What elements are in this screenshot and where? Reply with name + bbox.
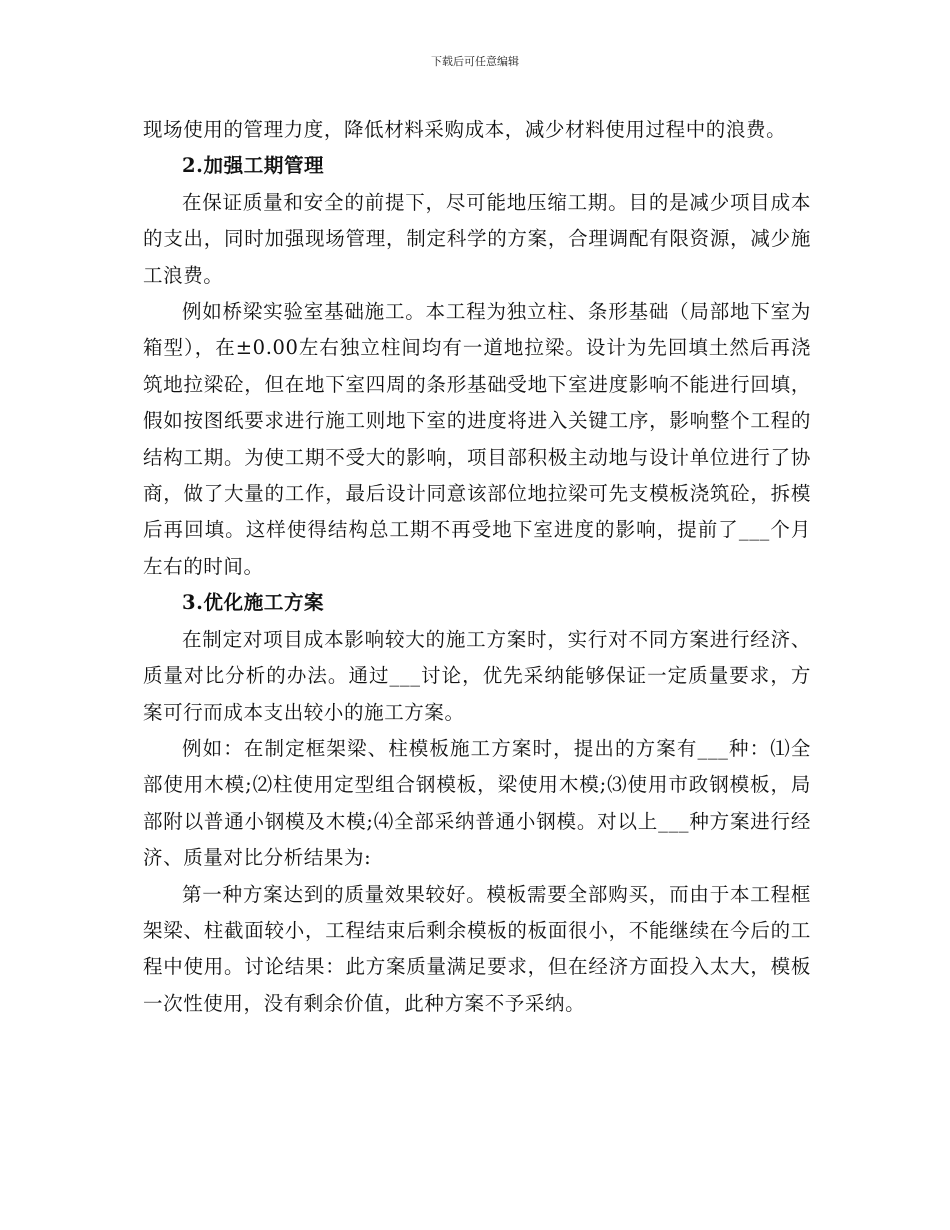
paragraph-schedule-intro: 在保证质量和安全的前提下，尽可能地压缩工期。目的是减少项目成本的支出，同时加强现场管理，制定科学的方案，合理调配有限资源，减少施工浪费。 [143,190,811,287]
section-heading-plan: 3.优化施工方案 [182,591,325,615]
section-heading-schedule: 2.加强工期管理 [182,154,325,178]
document-body [143,112,811,1022]
paragraph-continuation: 现场使用的管理力度，降低材料采购成本，减少材料使用过程中的浪费。 [143,118,787,141]
paragraph-plan-intro: 在制定对项目成本影响较大的施工方案时，实行对不同方案进行经济、质量对比分析的办法。通过___讨论，优先采纳能够保证一定质量要求，方案可行而成本支出较小的施工方案。 [143,627,811,724]
paragraph-schedule-example: 例如桥梁实验室基础施工。本工程为独立柱、条形基础（局部地下室为箱型），在±0.00左右独立柱间均有一道地拉梁。设计为先回填土然后再浇筑地拉梁砼，但在地下室四周的条形基础受地下室进度影响不能进行回填，假如按图纸要求进行施工则地下室的进度将进入关键工序，影响整个工程的结构工期。为使工期不受大的影响，项目部积极主动地与设计单位进行了协商，做了大量的工作，最后设计同意该部位地拉梁可先支模板浇筑砼，拆模后再回填。这样使得结构总工期不再受地下室进度的影响，提前了___个月左右的时间。 [143,300,811,578]
page-header: 下载后可任意编辑 [431,55,519,68]
paragraph-plan-option-one: 第一种方案达到的质量效果较好。模板需要全部购买，而由于本工程框架梁、柱截面较小，工程结束后剩余模板的板面很小，不能继续在今后的工程中使用。讨论结果：此方案质量满足要求，但在经济方面投入太大，模板一次性使用，没有剩余价值，此种方案不予采纳。 [143,882,811,1015]
paragraph-plan-example: 例如：在制定框架梁、柱模板施工方案时，提出的方案有___种：⑴全部使用木模;⑵柱使用定型组合钢模板，梁使用木模;⑶使用市政钢模板，局部附以普通小钢模及木模;⑷全部采纳普通小钢模。对以上___种方案进行经济、质量对比分析结果为: [143,736,811,870]
